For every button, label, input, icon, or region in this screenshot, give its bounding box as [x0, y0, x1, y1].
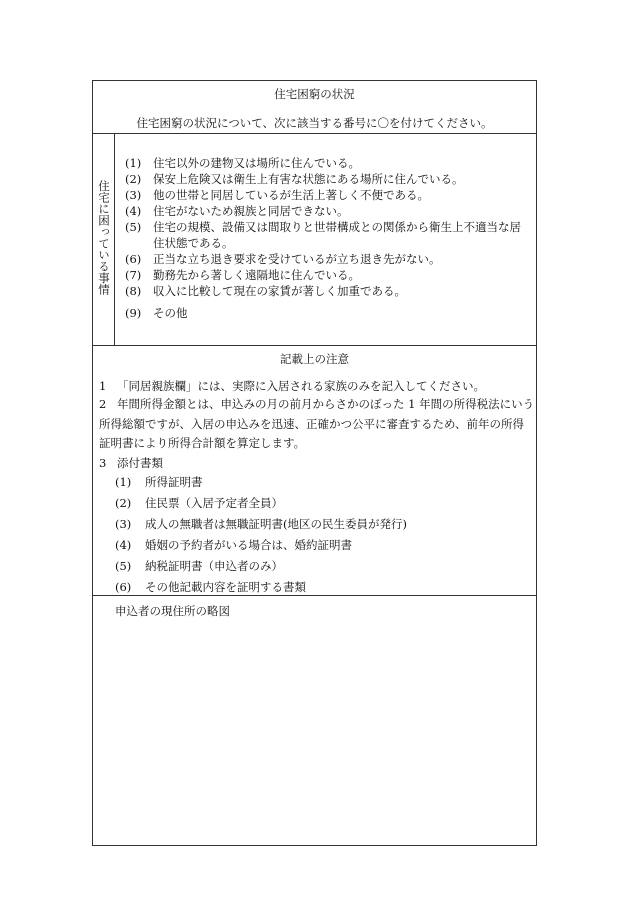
reason-item[interactable]: (6) 正当な立ち退き要求を受けているが立ち退き先がない。 [125, 252, 441, 266]
attachment-item: (6) その他記載内容を証明する書類 [115, 579, 306, 594]
hardship-reasons-section [93, 133, 536, 346]
attachment-item: (2) 住民票（入居予定者全員） [115, 495, 283, 510]
reason-item[interactable]: (8) 収入に比較して現在の家賃が著しく加重である。 [125, 284, 406, 298]
side-label: 住宅に困っている事情 [97, 180, 111, 295]
housing-hardship-header [93, 81, 536, 134]
section-title: 住宅困窮の状況 [274, 87, 355, 101]
notes-list [99, 377, 535, 598]
side-label-cell [93, 133, 115, 345]
reason-list [125, 155, 530, 321]
reason-item[interactable]: (4) 住宅がないため親族と同居できない。 [125, 204, 349, 218]
attachment-item: (1) 所得証明書 [115, 474, 203, 489]
attachment-list [115, 472, 535, 598]
note-item: 1 「同居親族欄」には、実際に入居される家族のみを記入してください。 [99, 379, 485, 393]
reason-item[interactable]: (7) 勤務先から著しく遠隔地に住んでいる。 [125, 268, 360, 282]
note-item: 3 添付書類 [99, 455, 163, 470]
form-frame [92, 80, 537, 846]
address-sketch-label: 申込者の現住所の略図 [115, 604, 230, 618]
reason-item[interactable]: (1) 住宅以外の建物又は場所に住んでいる。 [125, 156, 360, 170]
reason-item[interactable]: (3) 他の世帯と同居しているが生活上著しく不便である。 [125, 188, 429, 202]
attachment-item: (5) 納税証明書（申込者のみ） [115, 558, 283, 573]
reason-item[interactable]: (5) 住宅の規模、設備又は間取りと世帯構成との関係から衛生上不適当な居住状態である。 [125, 220, 521, 250]
note-item: 2 年間所得金額とは、申込みの月の前月からさかのぼった 1 年間の所得税法にいう所得総額ですが、入居の申込みを迅速、正確かつ公平に審査するため、前年の所得証明書により所得合計額を算定します。 [99, 397, 535, 450]
reason-item[interactable]: (9) その他 [125, 306, 188, 320]
address-sketch-area[interactable] [93, 595, 536, 847]
attachment-item: (4) 婚姻の予約者がいる場合は、婚約証明書 [115, 537, 352, 552]
instruction-text: 住宅困窮の状況について、次に該当する番号に〇を付けてください。 [136, 116, 493, 130]
attachment-item: (3) 成人の無職者は無職証明書(地区の民生委員が発行) [115, 516, 407, 531]
notes-section [93, 345, 536, 596]
reason-item[interactable]: (2) 保安上危険又は衛生上有害な状態にある場所に住んでいる。 [125, 172, 464, 186]
notes-title: 記載上の注意 [280, 352, 349, 366]
